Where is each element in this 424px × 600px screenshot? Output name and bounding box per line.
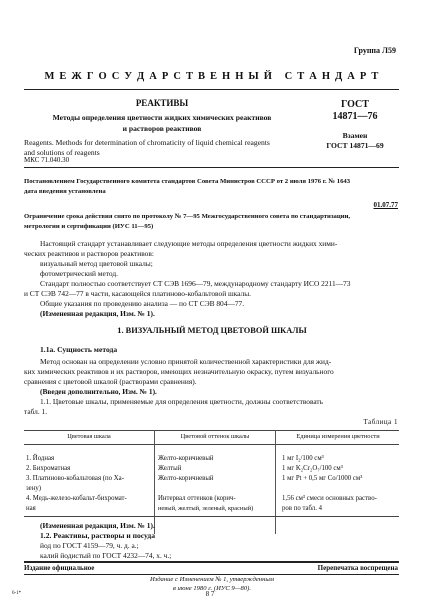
limit-line1: Ограничение срока действия снято по протоколу № 7—95 Межгосударственного совета по стандартизации, bbox=[24, 213, 351, 220]
gost-number: 14871—76 bbox=[332, 111, 378, 122]
subsection-heading: 1.2. Реактивы, растворы и посуда bbox=[40, 531, 155, 540]
intro-line: Настоящий стандарт устанавливает следующие методы определения цветности жидких хими- bbox=[40, 239, 338, 248]
table-column-rule bbox=[275, 430, 276, 534]
table-row-3-shade: Желто-коричневый bbox=[158, 475, 214, 482]
table-row-3-scale-cont: зену) bbox=[26, 485, 42, 492]
table-row-4-shade-cont: невый, желтый, зеленый, красный) bbox=[158, 505, 254, 512]
table-header-rule bbox=[24, 444, 399, 445]
table-caption: Таблица 1 bbox=[363, 418, 398, 426]
intro-line: Стандарт полностью соответствует СТ СЭВ 1696—79, международному стандарту ИСО 2211—73 bbox=[40, 279, 351, 288]
intro-line: и СТ СЭВ 742—77 в части, касающейся платиново-кобальтовой шкалы. bbox=[24, 289, 252, 298]
section-body-line: сравнения с цветовой шкалой (растворами сравнения). bbox=[24, 377, 197, 386]
table-row-4-unit: 1,56 см³ смеси основных раство- bbox=[282, 495, 377, 502]
reprint-prohibited: Перепечатка воспрещена bbox=[317, 564, 398, 572]
table-row-2-scale: 2. Бихроматная bbox=[26, 465, 71, 472]
table-row-3-unit: 1 мг Pt + 0,5 мг Co/1000 см³ bbox=[282, 475, 363, 482]
page-number: 8 7 bbox=[205, 590, 215, 598]
amendment-note: (Измененная редакция, Изм. № 1). bbox=[40, 309, 155, 318]
limit-line2: метрологии и сертификации (ИУС 11—95) bbox=[24, 223, 154, 230]
intro-line: Общие указания по проведению анализа — по СТ СЭВ 804—77. bbox=[40, 299, 245, 308]
intro-line: фотометрический метод. bbox=[40, 269, 118, 278]
section-body-line: Метод основан на определении условно принятой количественной характеристики для жид- bbox=[40, 357, 332, 366]
title-en-line1: Reagents. Methods for determination of chromaticity of liquid chemical reagents bbox=[24, 138, 270, 147]
table-row-1-unit: 1 мг I₂/100 см³ bbox=[282, 455, 324, 462]
header-divider bbox=[24, 89, 399, 90]
section-body-line: табл. 1. bbox=[24, 407, 48, 416]
title-en-line2: and solutions of reagents bbox=[24, 148, 100, 157]
decree-line2: дата введения установлена bbox=[24, 188, 106, 195]
table-row-4-shade: Интервал оттенков (корич- bbox=[158, 495, 236, 502]
title-ru-line1: Методы определения цветности жидких химических реактивов bbox=[52, 113, 272, 122]
mks-code: МКС 71.040.30 bbox=[24, 156, 70, 164]
print-mark: 6-1* bbox=[12, 591, 22, 596]
amendment-note: (Измененная редакция, Изм. № 1). bbox=[40, 521, 155, 530]
reagent-line: йод по ГОСТ 4159—79, ч. д. а.; bbox=[40, 541, 139, 550]
standard-name: РЕАКТИВЫ bbox=[135, 98, 189, 108]
reagent-line: калий йодистый по ГОСТ 4232—74, х. ч.; bbox=[40, 551, 172, 560]
table-row-4-unit-cont: ров по табл. 4 bbox=[282, 505, 322, 512]
replaces-label: Взамен bbox=[342, 131, 368, 140]
amendment-note: (Введен дополнительно, Изм. № 1). bbox=[40, 387, 157, 396]
table-column-rule bbox=[154, 430, 155, 534]
subsection-heading: 1.1а. Сущность метода bbox=[40, 345, 118, 354]
table-top-rule bbox=[24, 430, 399, 431]
gost-label: ГОСТ bbox=[341, 99, 369, 110]
section-heading: 1. ВИЗУАЛЬНЫЙ МЕТОД ЦВЕТОВОЙ ШКАЛЫ bbox=[117, 326, 307, 335]
official-edition: Издание официальное bbox=[24, 564, 95, 572]
table-row-4-scale: 4. Медь-железо-кобальт-бихромат- bbox=[26, 495, 127, 502]
table-row-4-scale-cont: ная bbox=[26, 505, 36, 512]
group-code: Группа Л59 bbox=[353, 46, 396, 55]
edition-note-2: в июне 1980 г. (ИУС 9—80). bbox=[173, 585, 251, 592]
table-header-cell: Цветовой оттенок шкалы bbox=[180, 433, 250, 440]
table-row-1-scale: 1. Йодная bbox=[26, 455, 55, 462]
table-row-2-unit: 1 мг K₂Cr₂O₇/100 см³ bbox=[282, 465, 343, 472]
title-divider bbox=[24, 167, 399, 168]
table-header-cell: Единица измерения цветности bbox=[296, 433, 380, 440]
footer-rule bbox=[24, 574, 399, 575]
table-bottom-rule bbox=[24, 516, 399, 517]
table-row-3-scale: 3. Платиново-кобальтовая (по Ха- bbox=[26, 475, 124, 482]
footer-divider bbox=[24, 561, 399, 563]
replaces-standard: ГОСТ 14871—69 bbox=[326, 141, 384, 150]
decree-line1: Постановлением Государственного комитета стандартов Совета Министров СССР от 2 июля 1976 г. № 1643 bbox=[24, 178, 351, 185]
effective-date: 01.07.77 bbox=[373, 201, 398, 209]
section-body-line: ких химических реактивов и их растворов, имеющих незначительную окраску, путем визуального bbox=[24, 367, 334, 376]
edition-note-1: Издание с Изменением № 1, утвержденным bbox=[149, 576, 275, 583]
title-ru-line2: и растворов реактивов bbox=[122, 124, 202, 133]
section-body-line: 1.1. Цветовые шкалы, применяемые для определения цветности, должны соответствовать bbox=[40, 397, 324, 406]
table-header-cell: Цветовая шкала bbox=[67, 433, 111, 440]
table-row-2-shade: Желтый bbox=[158, 465, 182, 472]
intro-line: ческих реактивов и растворов реактивов: bbox=[24, 249, 154, 258]
table-row-1-shade: Желто-коричневый bbox=[158, 455, 214, 462]
intro-line: визуальный метод цветовой шкалы; bbox=[40, 259, 153, 268]
standard-type-title: М Е Ж Г О С У Д А Р С Т В Е Н Н Ы Й С Т А Н Д А Р Т bbox=[44, 71, 380, 82]
